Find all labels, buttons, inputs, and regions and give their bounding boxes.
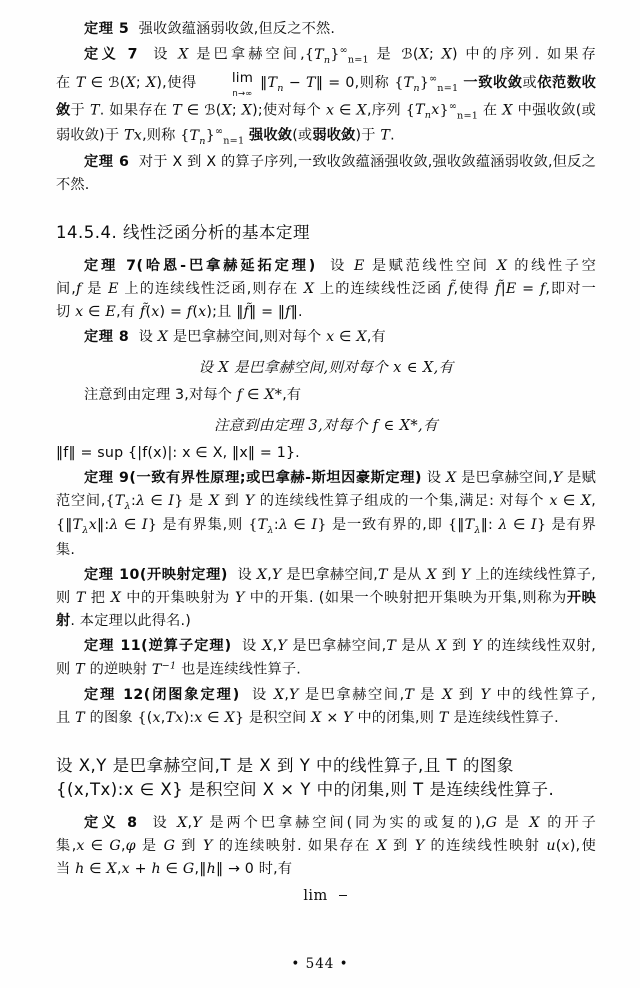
theorem-label: 定理 10(开映射定理) bbox=[84, 566, 228, 583]
theorem-label: 定理 12(闭图象定理) bbox=[84, 686, 240, 703]
paragraph-duality-remark: ‖f‖ = sup {|f(x)|: x ∈ X, ‖x‖ = 1}. bbox=[56, 444, 300, 461]
fraction-denominator bbox=[339, 896, 347, 897]
paragraph-theorem-10: 定理 10(开映射定理) 设 X,Y 是巴拿赫空间,T 是从 X 到 Y 上的连续线性算子,则 T 把 X 中的开集映射为 Y 中的开集. (如果一个映射把开集映为开集,则称为开映射. 本定理以此得名.) bbox=[56, 566, 596, 629]
theorem-label: 定理 7(哈恩-巴拿赫延拓定理) bbox=[84, 257, 316, 274]
paragraph-theorem-12: 定理 12(闭图象定理) 设 X,Y 是巴拿赫空间,T 是 X 到 Y 中的线性算子,且 T 的图象 {(x,Tx):x ∈ X} 是积空间 X × Y 中的闭集,则 T 是连续线性算子. bbox=[56, 686, 597, 726]
theorem-label: 定理 11(逆算子定理) bbox=[84, 637, 232, 654]
definition-label: 定义 8 bbox=[84, 814, 138, 831]
fraction bbox=[339, 894, 347, 897]
theorem-label: 定理 9(一致有界性原理;或巴拿赫-斯坦因豪斯定理) bbox=[84, 469, 422, 486]
definition-label: 定义 7 bbox=[84, 46, 138, 63]
paragraph-theorem-11: 定理 11(逆算子定理) 设 X,Y 是巴拿赫空间,T 是从 X 到 Y 的连续线性双射,则 T 的逆映射 $T^{-1}$ 也是连续线性算子. bbox=[56, 637, 597, 678]
display-equation-2: 注意到由定理 3,对每个 f ∈ X*,有 bbox=[214, 417, 438, 434]
theorem-label: 定理 8 bbox=[84, 328, 130, 345]
section-heading-14-5-5: 设 X,Y 是巴拿赫空间,T 是 X 到 Y 中的线性算子,且 T 的图象 {(x,Tx):x ∈ X} 是积空间 X × Y 中的闭集,则 T 是连续线性算子. bbox=[56, 755, 555, 799]
limit-operator: lim bbox=[303, 887, 328, 904]
paragraph-theorem-6 bbox=[56, 151, 596, 197]
theorem-label: 定理 6 bbox=[84, 153, 130, 170]
paragraph-theorem-5 bbox=[56, 18, 596, 41]
section-heading-14-5-4: 14.5.4. 线性泛函分析的基本定理 bbox=[56, 222, 310, 242]
paragraph-theorem-8: 定理 8 设 X 是巴拿赫空间,则对每个 x ∈ X,有 bbox=[84, 328, 386, 345]
paragraph-definition-7: 定义 7 设 X 是巴拿赫空间$,\{T_n\}^\infty_{n=1}$ 是 ℬ(X; X) 中的序列. 如果存在 T ∈ ℬ(X; X),使得 lim n→∞ $‖T_n$ − T‖ = 0,则称 $\{T_n\}^\infty_{n=1}$ 一致收敛或依范数收敛于 T. 如果存在 T ∈ ℬ(X; X);使对每个 x ∈ X,序列 $\{T_nx\}^\infty_{n=1}$ 在 X 中强收敛(或弱收敛)于 Tx,则称 $\{T_n\}^\infty_{n=1}$ 强收敛(或弱收敛)于 T. bbox=[56, 45, 596, 147]
theorem-body: 对于 X 到 X 的算子序列,一致收敛蕴涵强收敛,强收敛蕴涵弱收敛,但反之不然. bbox=[56, 153, 597, 193]
display-equation-derivative bbox=[56, 888, 596, 904]
paragraph-theorem-7: 定理 7(哈恩-巴拿赫延拓定理) 设 E 是赋范线性空间 X 的线性子空间,f 是 E 上的连续线性泛函,则存在 X 上的连续线性泛函 f̃,使得 f̃|E = f,即对一切 x ∈ E,有 f̃(x) = f(x);且 ‖f̃‖ = ‖f‖. bbox=[56, 257, 596, 320]
paragraph-theorem-9: 定理 9(一致有界性原理;或巴拿赫-斯坦因豪斯定理) 设 X 是巴拿赫空间,Y 是赋范空间$,\{T_\lambda:\lambda$ ∈ I} 是 X 到 Y 的连续线性算子组成的一个集,满足: 对每个 x ∈ $X,\{‖T_\lambda x‖:\lambda$ ∈ I} 是有界集,则 {$T_\lambda:\lambda$ ∈ I} 是一致有界的,即 {$‖T_\lambda‖$: λ ∈ I} 是有界集. bbox=[56, 469, 597, 558]
page-content bbox=[56, 18, 596, 911]
page-number: • 544 • bbox=[291, 956, 349, 972]
theorem-body: 强收敛蕴涵弱收敛,但反之不然. bbox=[138, 21, 336, 37]
paragraph-note-theorem-3: 注意到由定理 3,对每个 f ∈ X*,有 bbox=[84, 386, 302, 403]
theorem-label: 定理 5 bbox=[84, 21, 130, 37]
display-equation-1: 设 X 是巴拿赫空间,则对每个 x ∈ X,有 bbox=[198, 359, 454, 376]
paragraph-definition-8: 定义 8 设 X,Y 是两个巴拿赫空间(同为实的或复的),G 是 X 的开子集,x ∈ G,φ 是 G 到 Y 的连续映射. 如果存在 X 到 Y 的连续线性映射 u(x),使当 h ∈ X,x + h ∈ G,‖h‖ → 0 时,有 bbox=[56, 814, 597, 877]
